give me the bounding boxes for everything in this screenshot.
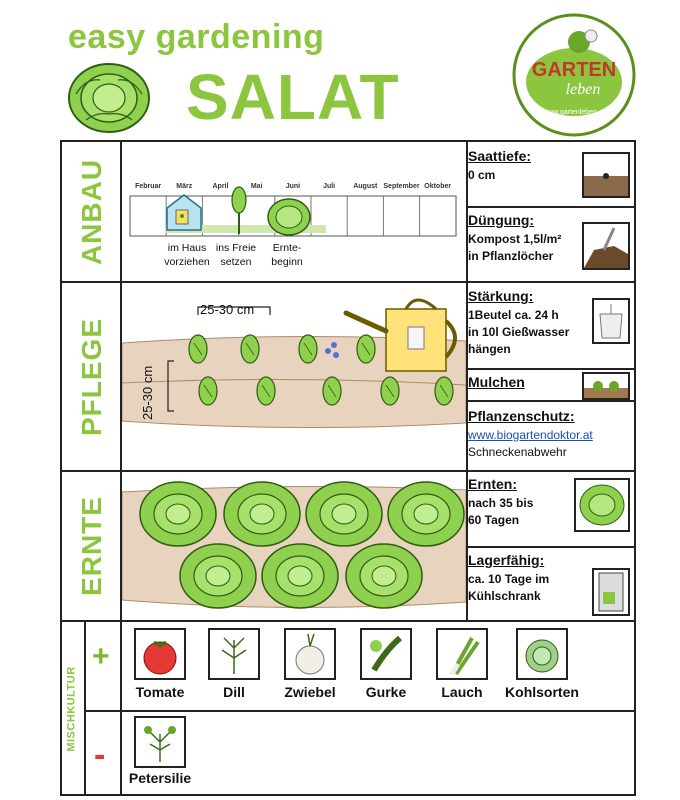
ernten-text2: 60 Tagen — [468, 513, 520, 527]
mulchen-panel — [468, 374, 634, 398]
companion-label: Kohlsorten — [505, 684, 579, 700]
lettuce-head — [388, 482, 464, 546]
petersilie-icon — [134, 716, 186, 768]
staerkung-title: Stärkung: — [468, 288, 534, 304]
lettuce-seedling — [257, 377, 275, 405]
section-label-pflege: PFLEGE — [76, 317, 108, 436]
minus-symbol: - — [94, 736, 106, 774]
month-label: September — [383, 183, 420, 190]
duengung-title: Düngung: — [468, 212, 535, 228]
stage-vorziehen: im Haus vorziehen — [164, 242, 210, 268]
month-label: Mai — [250, 183, 263, 190]
mulch-icon — [582, 372, 630, 400]
month-label: August — [353, 183, 378, 190]
section-label-ernte: ERNTE — [76, 496, 107, 596]
companion-label: Dill — [223, 684, 245, 700]
garten-leben-logo — [511, 12, 637, 138]
duengung-text1: Kompost 1,5l/m² — [468, 232, 562, 246]
saattiefe-text: 0 cm — [468, 168, 496, 182]
companion-label: Petersilie — [128, 770, 192, 786]
lauch-icon — [436, 628, 488, 680]
staerkung-text3: hängen — [468, 342, 511, 356]
soil-depth-icon — [582, 152, 630, 198]
duengung-panel — [468, 212, 634, 272]
section-label-anbau: ANBAU — [76, 158, 108, 265]
plus-symbol: + — [92, 640, 110, 673]
stage-freie: ins Freie setzen — [215, 242, 257, 268]
tomate-icon — [134, 628, 186, 680]
fridge-icon — [592, 568, 630, 616]
staerkung-text1: 1Beutel ca. 24 h — [468, 308, 559, 322]
pflanzenschutz-text: Schneckenabwehr — [468, 445, 567, 459]
gurke-icon — [360, 628, 412, 680]
lagerfaehig-title: Lagerfähig: — [468, 552, 545, 568]
staerkung-panel — [468, 288, 634, 366]
saattiefe-title: Saattiefe: — [468, 148, 532, 164]
lagerfaehig-text1: ca. 10 Tage im — [468, 572, 550, 586]
mulchen-title: Mulchen — [468, 374, 525, 390]
section-label-mischkultur: MISCHKULTUR — [66, 666, 78, 752]
pflanzenschutz-title: Pflanzenschutz: — [468, 408, 575, 424]
lettuce-seedling — [299, 335, 317, 363]
lettuce-seedling — [323, 377, 341, 405]
month-label: Juni — [285, 183, 301, 190]
row-spacing-label: 25-30 cm — [140, 365, 155, 420]
seedling-icon — [228, 186, 250, 236]
lettuce-icon — [66, 58, 152, 134]
month-label: April — [212, 183, 229, 190]
zwiebel-icon — [284, 628, 336, 680]
kohlsorten-icon — [516, 628, 568, 680]
ernten-text1: nach 35 bis — [468, 496, 534, 510]
saattiefe-panel — [468, 148, 634, 204]
lagerfaehig-panel — [468, 552, 634, 618]
greenhouse-icon — [164, 192, 204, 232]
dill-icon — [208, 628, 260, 680]
compost-shovel-icon — [582, 222, 630, 270]
lettuce-head — [306, 482, 382, 546]
lettuce-head — [224, 482, 300, 546]
lagerfaehig-text2: Kühlschrank — [468, 589, 541, 603]
month-label: März — [176, 183, 193, 190]
lettuce-head-icon — [574, 478, 630, 532]
subtitle: easy gardening — [68, 18, 325, 56]
tea-bag-icon — [592, 298, 630, 344]
month-label: Juli — [323, 183, 336, 190]
lettuce-head — [180, 544, 256, 608]
lettuce-head — [262, 544, 338, 608]
page-title: SALAT — [186, 61, 400, 133]
ernten-title: Ernten: — [468, 476, 517, 492]
companion-label: Lauch — [441, 684, 483, 700]
lettuce-head — [346, 544, 422, 608]
harvest-lettuce-icon — [266, 196, 312, 238]
plant-spacing-label: 25-30 cm — [200, 302, 255, 317]
ernte-bed-illustration — [122, 472, 466, 620]
ernten-panel — [468, 476, 634, 542]
lettuce-seedling — [241, 335, 259, 363]
lettuce-seedling — [381, 377, 399, 405]
staerkung-text2: in 10l Gießwasser — [468, 325, 570, 339]
companion-label: Zwiebel — [284, 684, 336, 700]
pflege-bed-illustration — [122, 283, 466, 470]
lettuce-seedling — [357, 335, 375, 363]
duengung-text2: in Pflanzlöcher — [468, 249, 554, 263]
pflanzenschutz-panel — [468, 408, 634, 468]
biogartendoktor-link[interactable]: www.biogartendoktor.at — [468, 428, 593, 442]
companion-label: Gurke — [365, 684, 407, 700]
lettuce-seedling — [435, 377, 453, 405]
companion-label: Tomate — [135, 684, 185, 700]
month-label: Februar — [135, 183, 162, 190]
month-label: Oktober — [424, 183, 452, 190]
logo-word2: leben — [565, 81, 601, 98]
logo-url: www.gartenleben.at — [543, 109, 605, 116]
stage-erntebeginn: Ernte-beginn — [271, 242, 303, 268]
lettuce-head — [140, 482, 216, 546]
lettuce-seedling — [199, 377, 217, 405]
lettuce-seedling — [189, 335, 207, 363]
logo-word1: GARTEN — [531, 59, 617, 81]
